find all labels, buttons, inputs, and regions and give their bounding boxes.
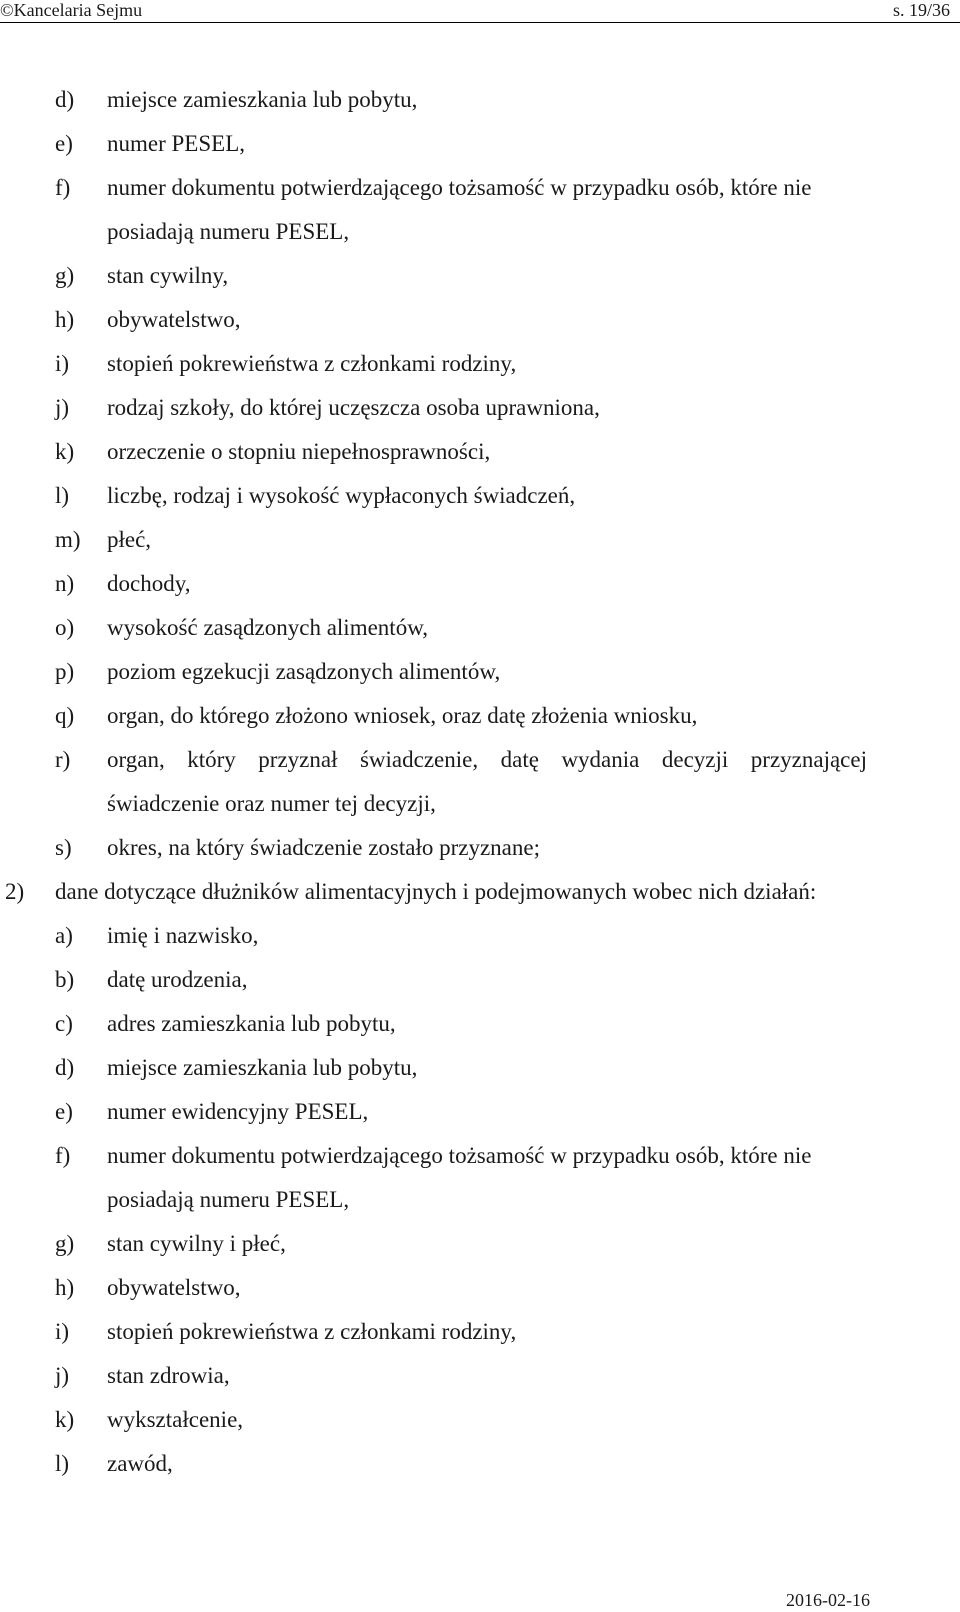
list-item — [0, 958, 960, 1002]
list-item-label: h) — [55, 1275, 75, 1300]
list-item-label: s) — [55, 835, 72, 860]
list-item-text: miejsce zamieszkania lub pobytu, — [107, 87, 418, 112]
list-item — [0, 1266, 960, 1310]
list-item-text: imię i nazwisko, — [107, 923, 259, 948]
list-item — [0, 738, 960, 826]
list-item — [0, 1442, 960, 1486]
list-item-label: e) — [55, 1099, 73, 1124]
list-item — [0, 430, 960, 474]
list-item — [0, 562, 960, 606]
list-item — [0, 826, 960, 870]
list-item-text: miejsce zamieszkania lub pobytu, — [107, 1055, 418, 1080]
list-item — [0, 78, 960, 122]
list-item-text: zawód, — [107, 1451, 173, 1476]
list-item — [0, 298, 960, 342]
list-item-label: f) — [55, 175, 71, 200]
list-item-text: stan cywilny, — [107, 263, 229, 288]
header-divider — [0, 22, 960, 23]
list-item-label: h) — [55, 307, 75, 332]
list-item-text: wysokość zasądzonych alimentów, — [107, 615, 429, 640]
list-item-label: j) — [55, 1363, 70, 1388]
list-item — [0, 1090, 960, 1134]
list-item — [0, 1354, 960, 1398]
list-item — [0, 1222, 960, 1266]
list-item — [0, 518, 960, 562]
list-item-label: g) — [55, 1231, 75, 1256]
list-item-label: c) — [55, 1011, 73, 1036]
list-item-text: stan cywilny i płeć, — [107, 1231, 286, 1256]
list-item — [0, 1398, 960, 1442]
list-item — [0, 1002, 960, 1046]
list-item-label: j) — [55, 395, 70, 420]
list-item-text: datę urodzenia, — [107, 967, 248, 992]
list-item-label: k) — [55, 1407, 75, 1432]
list-item-label: d) — [55, 1055, 75, 1080]
list-item-text: obywatelstwo, — [107, 1275, 241, 1300]
list-item — [0, 166, 960, 254]
list-item-label: b) — [55, 967, 75, 992]
list-item-text: okres, na który świadczenie zostało przyznane; — [107, 835, 540, 860]
list-item-text: liczbę, rodzaj i wysokość wypłaconych świadczeń, — [107, 483, 576, 508]
footer-date: 2016-02-16 — [786, 1590, 870, 1610]
list-item-text: wykształcenie, — [107, 1407, 244, 1432]
list-item-label: p) — [55, 659, 75, 684]
list-item-label: k) — [55, 439, 75, 464]
list-item — [0, 1134, 960, 1222]
list-item-text: adres zamieszkania lub pobytu, — [107, 1011, 396, 1036]
page-number: s. 19/36 — [892, 0, 950, 20]
list-item-label: a) — [55, 923, 73, 948]
list-item — [0, 386, 960, 430]
list-item-label: f) — [55, 1143, 71, 1168]
document-body — [0, 78, 960, 1486]
list-item — [0, 1310, 960, 1354]
list-item-text: stan zdrowia, — [107, 1363, 230, 1388]
point-item-text: dane dotyczące dłużników alimentacyjnych i podejmowanych wobec nich działań: — [55, 879, 817, 904]
list-item-text: orzeczenie o stopniu niepełnosprawności, — [107, 439, 491, 464]
list-item-text: stopień pokrewieństwa z członkami rodziny, — [107, 351, 517, 376]
list-item-text: numer PESEL, — [107, 131, 245, 156]
list-item-text: rodzaj szkoły, do której uczęszcza osoba uprawniona, — [107, 395, 600, 420]
list-item-label: d) — [55, 87, 75, 112]
list-item — [0, 650, 960, 694]
list-item-label: g) — [55, 263, 75, 288]
list-item — [0, 694, 960, 738]
list-item-label: q) — [55, 703, 75, 728]
list-item-label: o) — [55, 615, 75, 640]
list-item — [0, 474, 960, 518]
list-item-label: i) — [55, 1319, 70, 1344]
list-item — [0, 342, 960, 386]
list-item — [0, 122, 960, 166]
list-item — [0, 606, 960, 650]
list-item-label: r) — [55, 747, 71, 772]
header-copyright: ©Kancelaria Sejmu — [0, 0, 143, 20]
list-item-label: e) — [55, 131, 73, 156]
list-item-text: dochody, — [107, 571, 191, 596]
list-item-label: l) — [55, 483, 70, 508]
list-item-label: n) — [55, 571, 75, 596]
list-item — [0, 254, 960, 298]
list-item-text: płeć, — [107, 527, 152, 552]
list-item-text: organ, do którego złożono wniosek, oraz datę złożenia wniosku, — [107, 703, 698, 728]
list-item-text: obywatelstwo, — [107, 307, 241, 332]
list-item-text: numer ewidencyjny PESEL, — [107, 1099, 369, 1124]
point-item — [0, 870, 960, 914]
list-item-label: i) — [55, 351, 70, 376]
list-item — [0, 914, 960, 958]
list-item — [0, 1046, 960, 1090]
list-item-text: poziom egzekucji zasądzonych alimentów, — [107, 659, 501, 684]
point-item-label: 2) — [5, 879, 25, 904]
list-item-text: numer dokumentu potwierdzającego tożsamość w przypadku osób, które nie posiadają numeru PESEL, — [107, 1143, 812, 1212]
list-item-text: stopień pokrewieństwa z członkami rodziny, — [107, 1319, 517, 1344]
list-item-text: numer dokumentu potwierdzającego tożsamość w przypadku osób, które nie posiadają numeru PESEL, — [107, 175, 812, 244]
list-item-text: organ, który przyznał świadczenie, datę wydania decyzji przyznającej świadczenie oraz numer tej decyzji, — [107, 747, 867, 816]
list-item-label: l) — [55, 1451, 70, 1476]
list-item-label: m) — [55, 527, 81, 552]
